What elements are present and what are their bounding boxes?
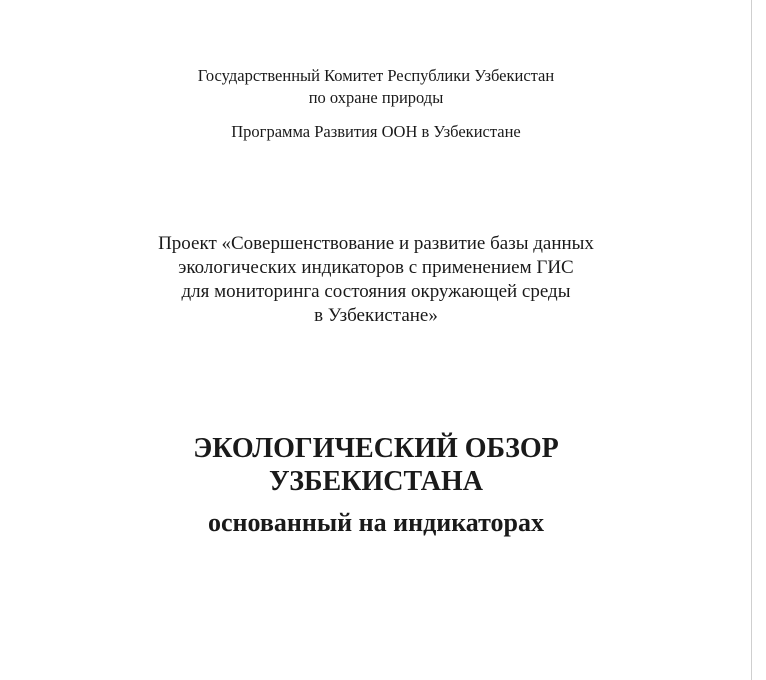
project-line-4: в Узбекистане» <box>314 305 438 326</box>
project-line-3: для мониторинга состояния окружающей среды <box>181 281 571 302</box>
organization-line-1: Государственный Комитет Республики Узбекистан <box>197 66 555 85</box>
program-name: Программа Развития ООН в Узбекистане <box>231 122 521 141</box>
document-title <box>0 432 752 498</box>
title-line-1: ЭКОЛОГИЧЕСКИЙ ОБЗОР <box>193 433 559 464</box>
document-subtitle: основанный на индикаторах <box>207 508 545 537</box>
organization-line-2: по охране природы <box>308 88 444 107</box>
organization-block <box>0 65 752 109</box>
project-line-1: Проект «Совершенствование и развитие базы данных <box>158 233 594 254</box>
project-line-2: экологических индикаторов с применением ГИС <box>178 257 574 278</box>
title-line-2: УЗБЕКИСТАНА <box>269 466 483 497</box>
project-block <box>0 232 752 328</box>
